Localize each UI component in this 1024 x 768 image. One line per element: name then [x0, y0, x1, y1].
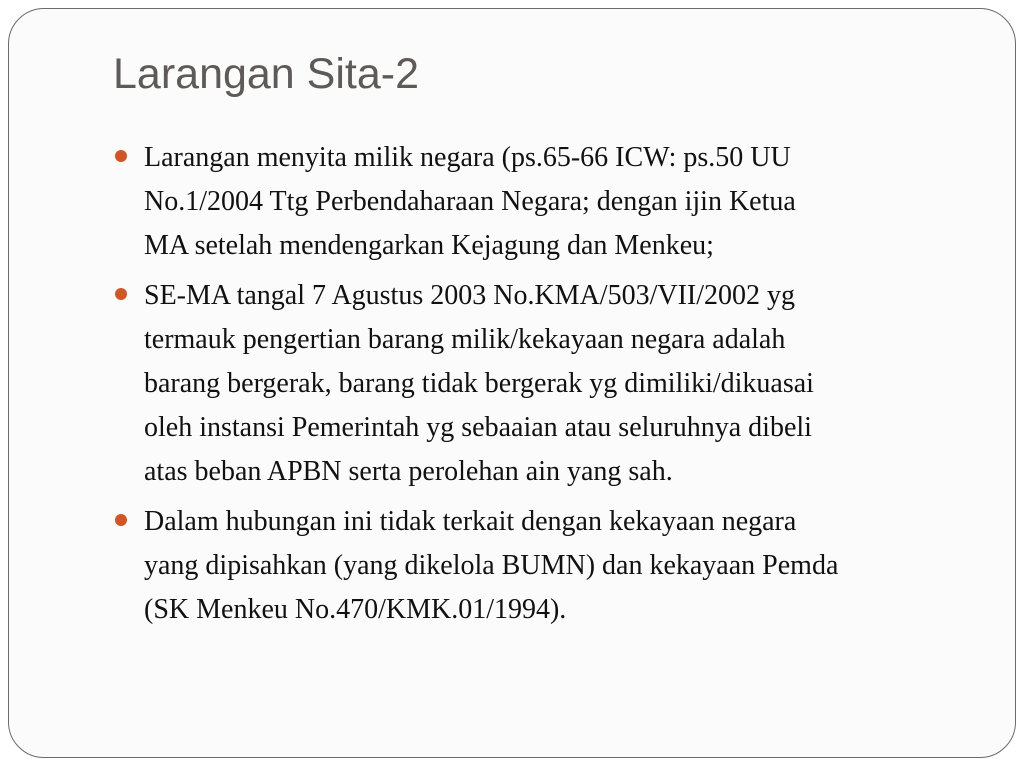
bullet-line: SE-MA tangal 7 Agustus 2003 No.KMA/503/VII/2002 yg: [144, 280, 795, 311]
bullet-line: oleh instansi Pemerintah yg sebaaian atau seluruhnya dibeli: [144, 412, 812, 443]
bullet-list: [115, 136, 935, 638]
bullet-dot-icon: [115, 288, 127, 300]
bullet-line: termauk pengertian barang milik/kekayaan negara adalah: [144, 324, 786, 355]
bullet-item-1: [115, 136, 935, 268]
bullet-line: barang bergerak, barang tidak bergerak yg dimiliki/dikuasai: [144, 368, 814, 399]
bullet-dot-icon: [115, 150, 127, 162]
bullet-line: Dalam hubungan ini tidak terkait dengan kekayaan negara: [144, 506, 797, 537]
bullet-dot-icon: [115, 514, 127, 526]
bullet-line: (SK Menkeu No.470/KMK.01/1994).: [144, 594, 567, 625]
bullet-line: MA setelah mendengarkan Kejagung dan Menkeu;: [144, 230, 714, 261]
bullet-item-3: [115, 500, 935, 632]
bullet-item-2: [115, 274, 935, 494]
bullet-line: yang dipisahkan (yang dikelola BUMN) dan kekayaan Pemda: [144, 550, 839, 581]
bullet-line: Larangan menyita milik negara (ps.65-66 ICW: ps.50 UU: [144, 142, 791, 173]
bullet-line: atas beban APBN serta perolehan ain yang sah.: [144, 456, 673, 487]
slide-title: Larangan Sita-2: [113, 50, 419, 98]
bullet-line: No.1/2004 Ttg Perbendaharaan Negara; dengan ijin Ketua: [144, 186, 796, 217]
